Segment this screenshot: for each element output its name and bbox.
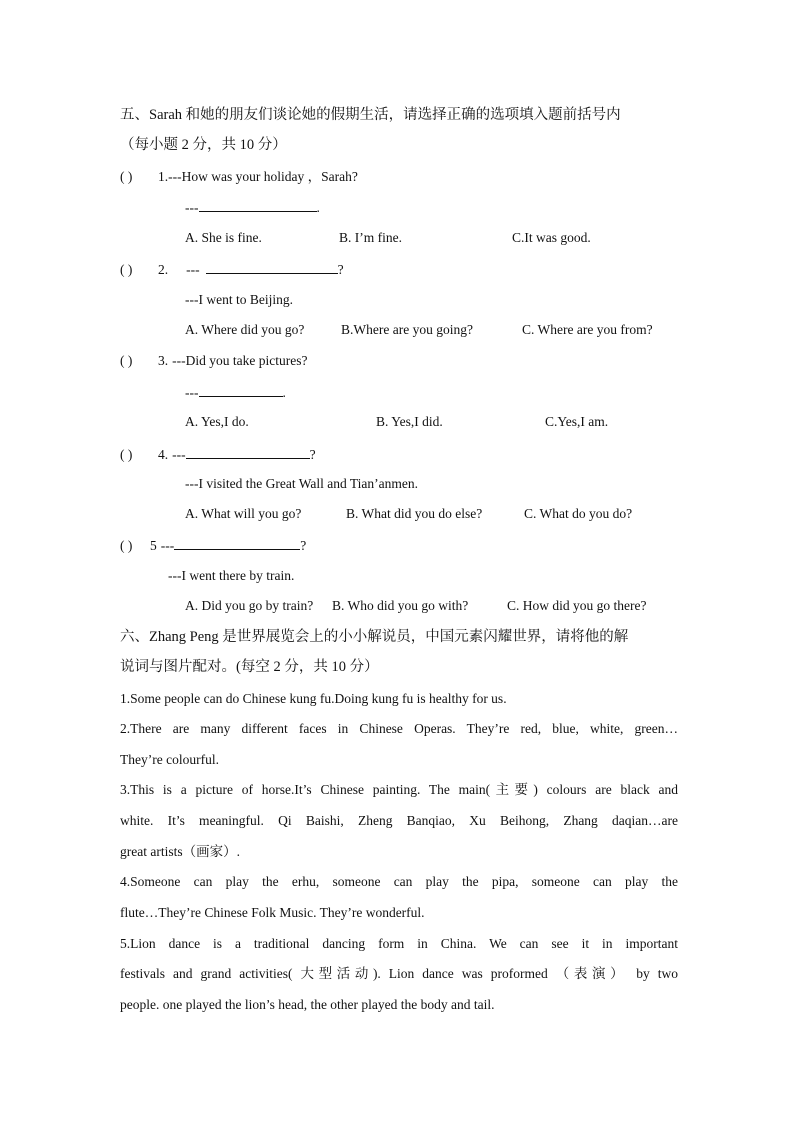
answer-bracket[interactable]: ( ): [120, 169, 133, 184]
question-5-answer: ---I went there by train.: [168, 568, 295, 583]
question-1-answer: [185, 198, 320, 217]
question-3-option-c[interactable]: C.Yes,I am.: [545, 414, 609, 429]
answer-bracket[interactable]: ( ): [120, 353, 133, 368]
answer-bracket[interactable]: ( ): [120, 538, 133, 553]
stem-suffix: ?: [300, 538, 307, 553]
fill-blank[interactable]: [199, 383, 283, 397]
stem-suffix: ?: [337, 262, 344, 277]
question-1-stem: [120, 168, 358, 186]
commentary-4-line2: flute…They’re Chinese Folk Music. They’re wonderful.: [120, 905, 425, 920]
commentary-3-line2: white. It’s meaningful. Qi Baishi, Zheng Banqiao, Xu Beihong, Zhang daqian…are: [120, 813, 678, 828]
question-number: 5: [150, 538, 157, 553]
commentary-1-line1: 1.Some people can do Chinese kung fu.Doing kung fu is healthy for us.: [120, 691, 507, 706]
question-number: 3.: [158, 353, 169, 368]
question-4-option-a[interactable]: A. What will you go?: [185, 506, 302, 521]
question-4-option-b[interactable]: B. What did you do else?: [346, 506, 483, 521]
stem-prefix: ---: [186, 262, 200, 277]
stem-prefix: ---: [172, 447, 186, 462]
section5-title-line2: （每小题 2 分，共 10 分）: [120, 137, 287, 153]
question-2-answer: ---I went to Beijing.: [185, 292, 293, 307]
question-3-option-a[interactable]: A. Yes,I do.: [185, 414, 249, 429]
question-2-option-a[interactable]: A. Where did you go?: [185, 322, 305, 337]
commentary-5-line3: people. one played the lion’s head, the other played the body and tail.: [120, 997, 495, 1012]
fill-blank[interactable]: [206, 260, 338, 274]
answer-bracket[interactable]: ( ): [120, 262, 133, 277]
question-3-option-b[interactable]: B. Yes,I did.: [376, 414, 443, 429]
stem-suffix: ?: [309, 447, 316, 462]
question-text: ---Did you take pictures?: [172, 353, 308, 368]
answer-prefix: ---: [185, 385, 199, 400]
question-3-stem: [120, 352, 307, 370]
question-3-answer: [185, 383, 286, 402]
question-4-stem: [120, 445, 316, 464]
answer-suffix: .: [282, 385, 286, 400]
commentary-2-line1: 2.There are many different faces in Chinese Operas. They’re red, blue, white, green…: [120, 721, 678, 736]
answer-bracket[interactable]: ( ): [120, 447, 133, 462]
question-2-option-b[interactable]: B.Where are you going?: [341, 322, 473, 337]
question-5-option-b[interactable]: B. Who did you go with?: [332, 598, 469, 613]
question-5-stem: [120, 536, 306, 555]
question-2-option-c[interactable]: C. Where are you from?: [522, 322, 653, 337]
section5-title-line1: 五、Sarah 和她的朋友们谈论她的假期生活，请选择正确的选项填入题前括号内: [120, 107, 621, 123]
answer-prefix: ---: [185, 200, 199, 215]
commentary-5-line2: festivals and grand activities( 大型活动). Lion dance was proformed （表演） by two: [120, 966, 678, 981]
question-text: ---How was your holiday ，Sarah?: [168, 169, 358, 184]
section6-title-line1: 六、Zhang Peng 是世界展览会上的小小解说员，中国元素闪耀世界，请将他的解: [120, 629, 629, 645]
fill-blank[interactable]: [199, 198, 317, 212]
question-number: 2.: [158, 262, 169, 277]
question-5-option-a[interactable]: A. Did you go by train?: [185, 598, 314, 613]
commentary-3-line1: 3.This is a picture of horse.It’s Chinese painting. The main(主要) colours are black and: [120, 782, 678, 797]
commentary-3-line3: great artists（画家）.: [120, 844, 240, 859]
question-4-option-c[interactable]: C. What do you do?: [524, 506, 633, 521]
fill-blank[interactable]: [186, 445, 310, 459]
question-1-option-a[interactable]: A. She is fine.: [185, 230, 262, 245]
question-4-answer: ---I visited the Great Wall and Tian’anmen.: [185, 476, 418, 491]
commentary-2-line2: They’re colourful.: [120, 752, 219, 767]
section6-title-line2: 说词与图片配对。(每空 2 分，共 10 分）: [120, 659, 379, 675]
question-2-stem: [120, 260, 344, 279]
commentary-4-line1: 4.Someone can play the erhu, someone can play the pipa, someone can play the: [120, 874, 678, 889]
commentary-5-line1: 5.Lion dance is a traditional dancing form in China. We can see it in important: [120, 936, 678, 951]
question-number: 1.: [158, 169, 169, 184]
question-number: 4.: [158, 447, 169, 462]
question-1-option-c[interactable]: C.It was good.: [512, 230, 591, 245]
stem-prefix: ---: [160, 538, 175, 553]
answer-suffix: .: [316, 200, 320, 215]
question-1-option-b[interactable]: B. I’m fine.: [339, 230, 402, 245]
fill-blank[interactable]: [174, 536, 300, 550]
question-5-option-c[interactable]: C. How did you go there?: [507, 598, 647, 613]
